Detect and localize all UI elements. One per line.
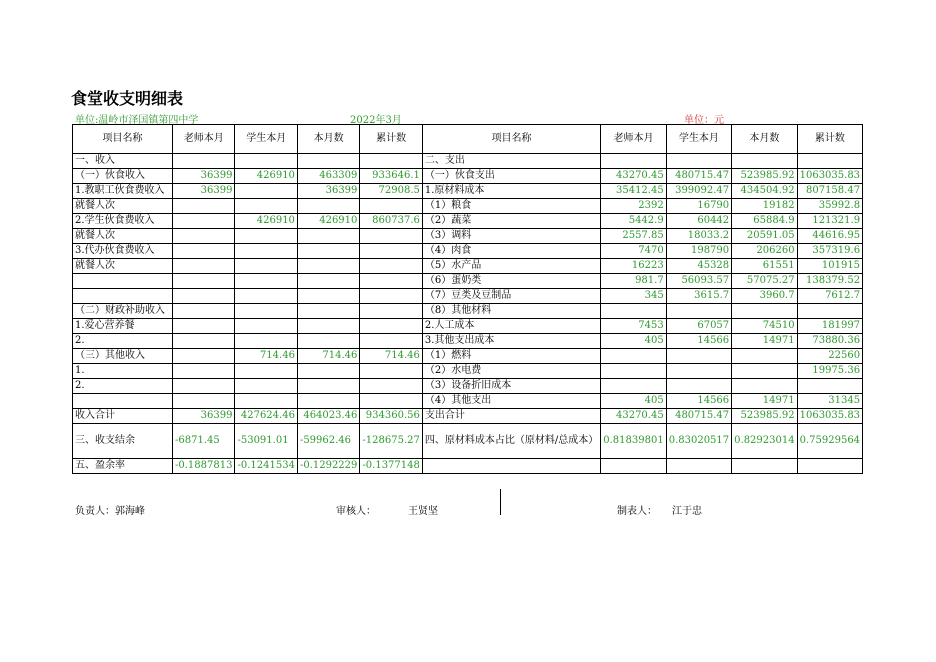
- footer-divider: [500, 489, 501, 515]
- table-cell: 支出合计: [422, 409, 600, 424]
- table-cell: 14566: [666, 394, 731, 409]
- table-cell: 2557.85: [601, 229, 666, 244]
- table-cell: 2.: [73, 334, 173, 349]
- table-cell: [422, 459, 600, 474]
- table-cell: -0.1292229: [297, 459, 359, 474]
- table-cell: 0.83020517: [666, 424, 731, 459]
- table-cell: 101915: [797, 259, 862, 274]
- table-cell: 523985.92: [732, 169, 797, 184]
- table-cell: [732, 154, 797, 169]
- table-cell: [297, 379, 359, 394]
- table-cell: [173, 199, 235, 214]
- table-cell: [797, 304, 862, 319]
- table-cell: [732, 364, 797, 379]
- table-cell: [360, 364, 422, 379]
- table-cell: [173, 364, 235, 379]
- table-cell: [235, 364, 297, 379]
- table-cell: [360, 229, 422, 244]
- table-cell: 3.其他支出成本: [422, 334, 600, 349]
- table-cell: 934360.56: [360, 409, 422, 424]
- table-cell: [360, 154, 422, 169]
- table-cell: （8）其他材料: [422, 304, 600, 319]
- table-cell: [173, 259, 235, 274]
- table-cell: 本月数: [297, 125, 359, 154]
- table-cell: （三）其他收入: [73, 349, 173, 364]
- table-cell: 72908.5: [360, 184, 422, 199]
- table-cell: 35992.8: [797, 199, 862, 214]
- table-cell: 405: [601, 334, 666, 349]
- table-cell: [73, 394, 173, 409]
- table-cell: 18033.2: [666, 229, 731, 244]
- table-cell: [360, 289, 422, 304]
- table-row: [73, 304, 863, 319]
- table-cell: 收入合计: [73, 409, 173, 424]
- table-cell: 206260: [732, 244, 797, 259]
- table-cell: 五、盈余率: [73, 459, 173, 474]
- table-cell: （一）伙食支出: [422, 169, 600, 184]
- table-row: [73, 184, 863, 199]
- table-row: [73, 244, 863, 259]
- table-cell: 43270.45: [601, 409, 666, 424]
- table-cell: [360, 319, 422, 334]
- table-cell: [601, 459, 666, 474]
- table-cell: [173, 319, 235, 334]
- table-cell: 14566: [666, 334, 731, 349]
- table-cell: [732, 304, 797, 319]
- maker-label: 制表人：: [617, 506, 657, 517]
- table-cell: [666, 364, 731, 379]
- table-cell: 1.原材料成本: [422, 184, 600, 199]
- table-cell: （2）蔬菜: [422, 214, 600, 229]
- table-cell: [173, 214, 235, 229]
- table-cell: 44616.95: [797, 229, 862, 244]
- table-cell: [235, 334, 297, 349]
- table-cell: [173, 244, 235, 259]
- table-cell: 22560: [797, 349, 862, 364]
- table-cell: -0.1887813: [173, 459, 235, 474]
- table-cell: 0.75929564: [797, 424, 862, 459]
- table-row: [73, 199, 863, 214]
- table-cell: [235, 394, 297, 409]
- table-cell: [173, 349, 235, 364]
- table-cell: 1063035.83: [797, 409, 862, 424]
- table-cell: 累计数: [360, 125, 422, 154]
- table-cell: [235, 229, 297, 244]
- sheet-title: 食堂收支明细表: [71, 89, 184, 108]
- table-cell: 714.46: [235, 349, 297, 364]
- table-cell: [297, 394, 359, 409]
- table-cell: 就餐人次: [73, 229, 173, 244]
- table-cell: 463309: [297, 169, 359, 184]
- unit-name: 单位:温岭市泽国镇第四中学: [75, 115, 199, 126]
- maker-name: 江于忠: [672, 506, 702, 517]
- table-cell: -59962.46: [297, 424, 359, 459]
- table-cell: （一）伙食收入: [73, 169, 173, 184]
- table-cell: [601, 349, 666, 364]
- table-cell: -128675.27: [360, 424, 422, 459]
- table-cell: 四、原材料成本占比（原材料/总成本）: [422, 424, 600, 459]
- table-cell: [360, 199, 422, 214]
- table-cell: 933646.1: [360, 169, 422, 184]
- table-cell: 16790: [666, 199, 731, 214]
- table-row: [73, 334, 863, 349]
- table-cell: 523985.92: [732, 409, 797, 424]
- table-cell: [360, 334, 422, 349]
- table-cell: [235, 259, 297, 274]
- table-cell: [360, 394, 422, 409]
- table-cell: 项目名称: [422, 125, 600, 154]
- table-cell: [173, 394, 235, 409]
- table-cell: 累计数: [797, 125, 862, 154]
- table-row: [73, 319, 863, 334]
- table-cell: 36399: [173, 409, 235, 424]
- table-cell: 73880.36: [797, 334, 862, 349]
- table-cell: [797, 154, 862, 169]
- table-cell: 67057: [666, 319, 731, 334]
- table-cell: [173, 289, 235, 304]
- table-cell: 项目名称: [73, 125, 173, 154]
- table-cell: （2）水电费: [422, 364, 600, 379]
- table-cell: 714.46: [360, 349, 422, 364]
- table-cell: （1）燃料: [422, 349, 600, 364]
- table-cell: 74510: [732, 319, 797, 334]
- table-cell: [73, 289, 173, 304]
- table-cell: [235, 379, 297, 394]
- table-cell: （5）水产品: [422, 259, 600, 274]
- table-cell: [360, 304, 422, 319]
- table-cell: [360, 379, 422, 394]
- table-cell: [732, 459, 797, 474]
- table-cell: 二、支出: [422, 154, 600, 169]
- report-period: 2022年3月: [350, 115, 402, 126]
- table-cell: [297, 319, 359, 334]
- table-cell: [173, 154, 235, 169]
- table-cell: [666, 379, 731, 394]
- table-cell: 老师本月: [173, 125, 235, 154]
- table-cell: [666, 459, 731, 474]
- reviewer-label: 审核人：: [336, 506, 376, 517]
- table-cell: 56093.57: [666, 274, 731, 289]
- table-cell: [173, 304, 235, 319]
- table-cell: [601, 154, 666, 169]
- table-cell: [297, 244, 359, 259]
- table-row: [73, 229, 863, 244]
- table-cell: [297, 229, 359, 244]
- table-cell: -6871.45: [173, 424, 235, 459]
- table-row: [73, 259, 863, 274]
- table-cell: 1.爱心营养餐: [73, 319, 173, 334]
- table-cell: 2.: [73, 379, 173, 394]
- table-row: [73, 169, 863, 184]
- table-cell: [235, 244, 297, 259]
- table-cell: （3）设备折旧成本: [422, 379, 600, 394]
- table-cell: 714.46: [297, 349, 359, 364]
- table-cell: 三、收支结余: [73, 424, 173, 459]
- table-cell: [173, 379, 235, 394]
- table-cell: 138379.52: [797, 274, 862, 289]
- table-cell: 43270.45: [601, 169, 666, 184]
- table-cell: [297, 289, 359, 304]
- table-cell: 就餐人次: [73, 259, 173, 274]
- table-cell: [173, 229, 235, 244]
- table-cell: 3960.7: [732, 289, 797, 304]
- margin-row: [73, 459, 863, 474]
- table-cell: 399092.47: [666, 184, 731, 199]
- table-cell: 426910: [235, 169, 297, 184]
- responsible-person: 负责人：郭海峰: [75, 506, 145, 517]
- table-cell: 36399: [173, 184, 235, 199]
- table-cell: 36399: [297, 184, 359, 199]
- table-cell: -53091.01: [235, 424, 297, 459]
- table-cell: 14971: [732, 334, 797, 349]
- table-cell: [797, 379, 862, 394]
- table-cell: [235, 154, 297, 169]
- table-cell: [235, 289, 297, 304]
- table-cell: 36399: [173, 169, 235, 184]
- table-cell: 一、收入: [73, 154, 173, 169]
- table-cell: [666, 154, 731, 169]
- table-cell: 427624.46: [235, 409, 297, 424]
- table-cell: [797, 459, 862, 474]
- table-cell: [173, 274, 235, 289]
- table-cell: 60442: [666, 214, 731, 229]
- table-cell: 3615.7: [666, 289, 731, 304]
- balance-row: [73, 424, 863, 459]
- table-cell: [601, 364, 666, 379]
- table-cell: （6）蛋奶类: [422, 274, 600, 289]
- table-cell: [297, 154, 359, 169]
- table-cell: [235, 304, 297, 319]
- table-cell: 7453: [601, 319, 666, 334]
- table-cell: 2.人工成本: [422, 319, 600, 334]
- table-cell: 357319.6: [797, 244, 862, 259]
- table-cell: 19975.36: [797, 364, 862, 379]
- table-cell: 1.: [73, 364, 173, 379]
- table-row: [73, 379, 863, 394]
- table-cell: 学生本月: [235, 125, 297, 154]
- table-cell: 480715.47: [666, 169, 731, 184]
- table-cell: （1）粮食: [422, 199, 600, 214]
- table-cell: （7）豆类及豆制品: [422, 289, 600, 304]
- table-cell: [235, 199, 297, 214]
- table-cell: （4）肉食: [422, 244, 600, 259]
- table-row: [73, 154, 863, 169]
- table-cell: 65884.9: [732, 214, 797, 229]
- table-cell: 0.81839801: [601, 424, 666, 459]
- table-cell: [73, 274, 173, 289]
- table-cell: 405: [601, 394, 666, 409]
- table-cell: [297, 274, 359, 289]
- table-cell: [297, 334, 359, 349]
- table-cell: 480715.47: [666, 409, 731, 424]
- table-cell: 学生本月: [666, 125, 731, 154]
- table-cell: 61551: [732, 259, 797, 274]
- table-cell: [360, 244, 422, 259]
- table-cell: [297, 259, 359, 274]
- table-cell: 426910: [235, 214, 297, 229]
- table-cell: [666, 349, 731, 364]
- table-cell: 老师本月: [601, 125, 666, 154]
- table-cell: 2392: [601, 199, 666, 214]
- table-cell: 14971: [732, 394, 797, 409]
- table-cell: [601, 304, 666, 319]
- table-cell: 981.7: [601, 274, 666, 289]
- table-cell: [235, 184, 297, 199]
- table-cell: 31345: [797, 394, 862, 409]
- table-cell: [297, 199, 359, 214]
- table-cell: [297, 364, 359, 379]
- table-cell: 20591.05: [732, 229, 797, 244]
- table-row: [73, 394, 863, 409]
- table-cell: [297, 304, 359, 319]
- table-row: [73, 289, 863, 304]
- table-cell: 426910: [297, 214, 359, 229]
- table-cell: 7470: [601, 244, 666, 259]
- table-cell: 2.学生伙食费收入: [73, 214, 173, 229]
- table-row: [73, 349, 863, 364]
- table-cell: 181997: [797, 319, 862, 334]
- currency-unit: 单位：元: [684, 115, 724, 126]
- table-row: [73, 409, 863, 424]
- table-cell: 16223: [601, 259, 666, 274]
- table-cell: 35412.45: [601, 184, 666, 199]
- table-cell: [235, 274, 297, 289]
- table-cell: [360, 259, 422, 274]
- table-cell: [235, 319, 297, 334]
- table-row: [73, 364, 863, 379]
- table-cell: （3）调料: [422, 229, 600, 244]
- table-cell: [360, 274, 422, 289]
- table-cell: 464023.46: [297, 409, 359, 424]
- table-cell: （二）财政补助收入: [73, 304, 173, 319]
- table-cell: [173, 334, 235, 349]
- table-cell: [601, 379, 666, 394]
- table-cell: 7612.7: [797, 289, 862, 304]
- table-cell: 3.代办伙食费收入: [73, 244, 173, 259]
- table-cell: 5442.9: [601, 214, 666, 229]
- table-cell: 就餐人次: [73, 199, 173, 214]
- table-cell: 本月数: [732, 125, 797, 154]
- table-row: [73, 274, 863, 289]
- table-cell: 345: [601, 289, 666, 304]
- table-cell: 434504.92: [732, 184, 797, 199]
- table-cell: 1.教职工伙食费收入: [73, 184, 173, 199]
- table-header-row: [73, 125, 863, 154]
- table-cell: 0.82923014: [732, 424, 797, 459]
- table-cell: [666, 304, 731, 319]
- table-cell: 860737.6: [360, 214, 422, 229]
- table-cell: 19182: [732, 199, 797, 214]
- reviewer-name: 王贤坚: [408, 506, 438, 517]
- income-expense-table: [72, 124, 863, 474]
- table-cell: -0.1377148: [360, 459, 422, 474]
- table-cell: 45328: [666, 259, 731, 274]
- table-cell: -0.1241534: [235, 459, 297, 474]
- table-cell: [732, 349, 797, 364]
- table-cell: 121321.9: [797, 214, 862, 229]
- table-cell: 807158.47: [797, 184, 862, 199]
- table-cell: 1063035.83: [797, 169, 862, 184]
- table-cell: 198790: [666, 244, 731, 259]
- table-cell: （4）其他支出: [422, 394, 600, 409]
- table-cell: [732, 379, 797, 394]
- table-cell: 57075.27: [732, 274, 797, 289]
- table-row: [73, 214, 863, 229]
